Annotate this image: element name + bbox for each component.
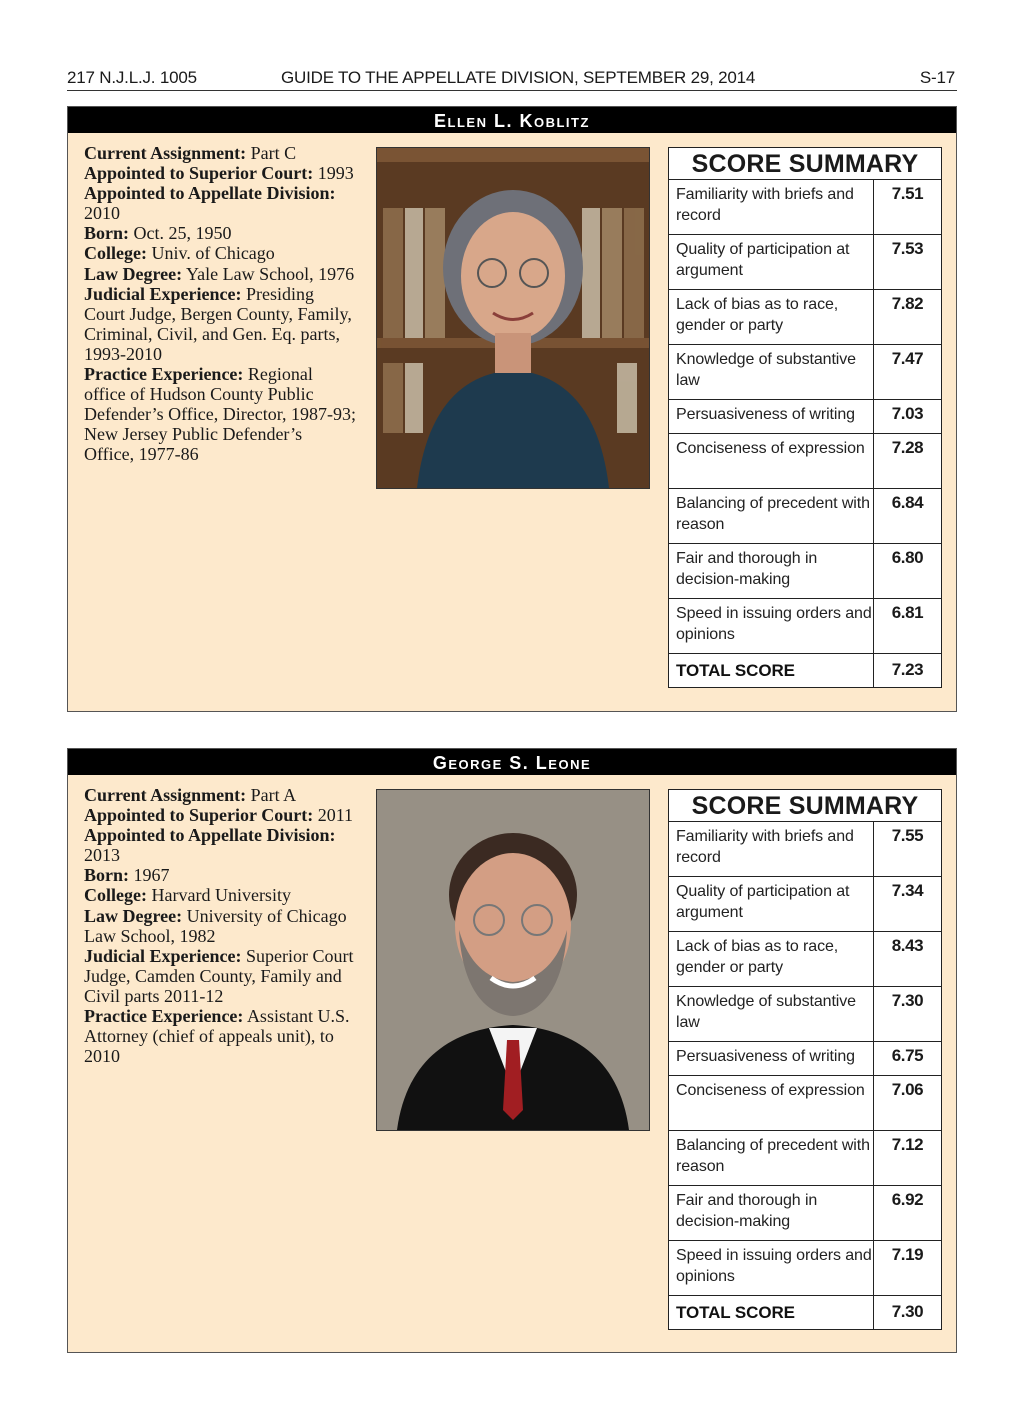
score-summary-title: SCORE SUMMARY: [669, 148, 941, 180]
score-row-familiarity: [669, 180, 941, 235]
score-label: Fair and thorough in decision-making: [669, 1186, 874, 1240]
bio-current-assignment: Current Assignment: Part A: [84, 785, 297, 805]
score-value: 7.34: [891, 881, 924, 900]
bio-born: Born: Oct. 25, 1950: [84, 223, 232, 244]
score-row-bias: [669, 932, 941, 987]
score-label: Knowledge of substantive law: [669, 987, 874, 1041]
bio-appointed-superior: Appointed to Superior Court: 2011: [84, 805, 354, 826]
score-label: Speed in issuing orders and opinions: [669, 599, 874, 653]
judge-portrait-photo: [376, 147, 650, 489]
score-row-quality: [669, 877, 941, 932]
bio-practice-experience: Practice Experience: Regional office of Hudson County Public Defender’s Office, Director, 1987-93; New Jersey Public Defender’s Office, 1977-86: [84, 364, 357, 465]
score-row-knowledge: [669, 987, 941, 1042]
bio-appointed-superior: Appointed to Superior Court: 1993: [84, 163, 354, 184]
bio-current-assignment: Current Assignment: Part C: [84, 143, 297, 163]
score-value: 7.51: [891, 184, 924, 203]
bio-appointed-appellate: Appointed to Appellate Division: 2013: [84, 825, 336, 866]
score-row-bias: [669, 290, 941, 345]
publication-title: GUIDE TO THE APPELLATE DIVISION, SEPTEMBER 29, 2014: [281, 68, 756, 87]
score-row-persuasiveness: [669, 1042, 941, 1076]
judge-bio: [84, 143, 356, 465]
judge-name: Ellen L. Koblitz: [68, 107, 956, 133]
judge-portrait-photo: [376, 789, 650, 1131]
score-row-total: [669, 1296, 941, 1329]
score-row-speed: [669, 1241, 941, 1296]
score-value: 7.53: [891, 239, 924, 258]
score-row-total: [669, 654, 941, 687]
total-score-value: 7.30: [891, 1302, 924, 1321]
score-label: Knowledge of substantive law: [669, 345, 874, 399]
score-label: Lack of bias as to race, gender or party: [669, 932, 874, 986]
score-row-speed: [669, 599, 941, 654]
judge-bio: [84, 785, 356, 1066]
score-label: Lack of bias as to race, gender or party: [669, 290, 874, 344]
score-value: 7.55: [891, 826, 924, 845]
bio-college: College: Univ. of Chicago: [84, 243, 275, 264]
score-label: Fair and thorough in decision-making: [669, 544, 874, 598]
score-value: 7.12: [891, 1135, 924, 1154]
score-value: 6.84: [891, 493, 924, 512]
score-label: Quality of participation at argument: [669, 877, 874, 931]
citation: 217 N.J.L.J. 1005: [67, 68, 197, 87]
score-summary-title: SCORE SUMMARY: [669, 790, 941, 822]
bio-judicial-experience: Judicial Experience: Superior Court Judge, Camden County, Family and Civil parts 2011-12: [84, 945, 354, 1006]
score-value: 7.47: [891, 349, 924, 368]
score-label: Persuasiveness of writing: [669, 1042, 874, 1075]
score-value: 7.30: [891, 991, 924, 1010]
score-summary-table: [668, 789, 942, 1330]
score-label: Balancing of precedent with reason: [669, 489, 874, 543]
score-summary-table: [668, 147, 942, 688]
score-label: Persuasiveness of writing: [669, 400, 874, 433]
score-label: Quality of participation at argument: [669, 235, 874, 289]
score-value: 6.75: [891, 1046, 924, 1065]
score-label: Conciseness of expression: [669, 434, 874, 488]
score-label: Conciseness of expression: [669, 1076, 874, 1130]
bio-law-degree: Law Degree: Yale Law School, 1976: [84, 263, 355, 284]
judge-name: George S. Leone: [68, 749, 956, 775]
score-label: Familiarity with briefs and record: [669, 822, 874, 876]
total-score-value: 7.23: [891, 660, 924, 679]
score-label: Speed in issuing orders and opinions: [669, 1241, 874, 1295]
bio-college: College: Harvard University: [84, 885, 291, 906]
bio-practice-experience: Practice Experience: Assistant U.S. Attorney (chief of appeals unit), to 2010: [84, 1006, 350, 1067]
score-row-balancing: [669, 1131, 941, 1186]
score-value: 6.81: [891, 603, 924, 622]
bio-born: Born: 1967: [84, 865, 170, 886]
score-value: 8.43: [891, 936, 924, 955]
score-value: 7.82: [891, 294, 924, 313]
score-row-conciseness: [669, 434, 941, 489]
page-number: S-17: [919, 68, 955, 87]
score-value: 7.06: [891, 1080, 924, 1099]
bio-appointed-appellate: Appointed to Appellate Division: 2010: [84, 183, 336, 224]
score-row-fair: [669, 1186, 941, 1241]
score-value: 7.28: [891, 438, 924, 457]
score-value: 6.92: [891, 1190, 924, 1209]
judge-profile-koblitz: [67, 106, 957, 712]
score-row-quality: [669, 235, 941, 290]
score-value: 7.03: [891, 404, 924, 423]
score-label: Familiarity with briefs and record: [669, 180, 874, 234]
score-row-fair: [669, 544, 941, 599]
score-label: Balancing of precedent with reason: [669, 1131, 874, 1185]
score-row-persuasiveness: [669, 400, 941, 434]
score-row-balancing: [669, 489, 941, 544]
judge-profile-leone: [67, 748, 957, 1353]
total-score-label: TOTAL SCORE: [669, 1296, 874, 1329]
page-header: [67, 66, 957, 91]
score-value: 7.19: [891, 1245, 924, 1264]
score-value: 6.80: [891, 548, 924, 567]
bio-judicial-experience: Judicial Experience: Presiding Court Judge, Bergen County, Family, Criminal, Civil, and Gen. Eq. parts, 1993-2010: [84, 283, 352, 364]
score-row-knowledge: [669, 345, 941, 400]
total-score-label: TOTAL SCORE: [669, 654, 874, 687]
score-row-familiarity: [669, 822, 941, 877]
bio-law-degree: Law Degree: University of Chicago Law School, 1982: [84, 905, 347, 946]
score-row-conciseness: [669, 1076, 941, 1131]
